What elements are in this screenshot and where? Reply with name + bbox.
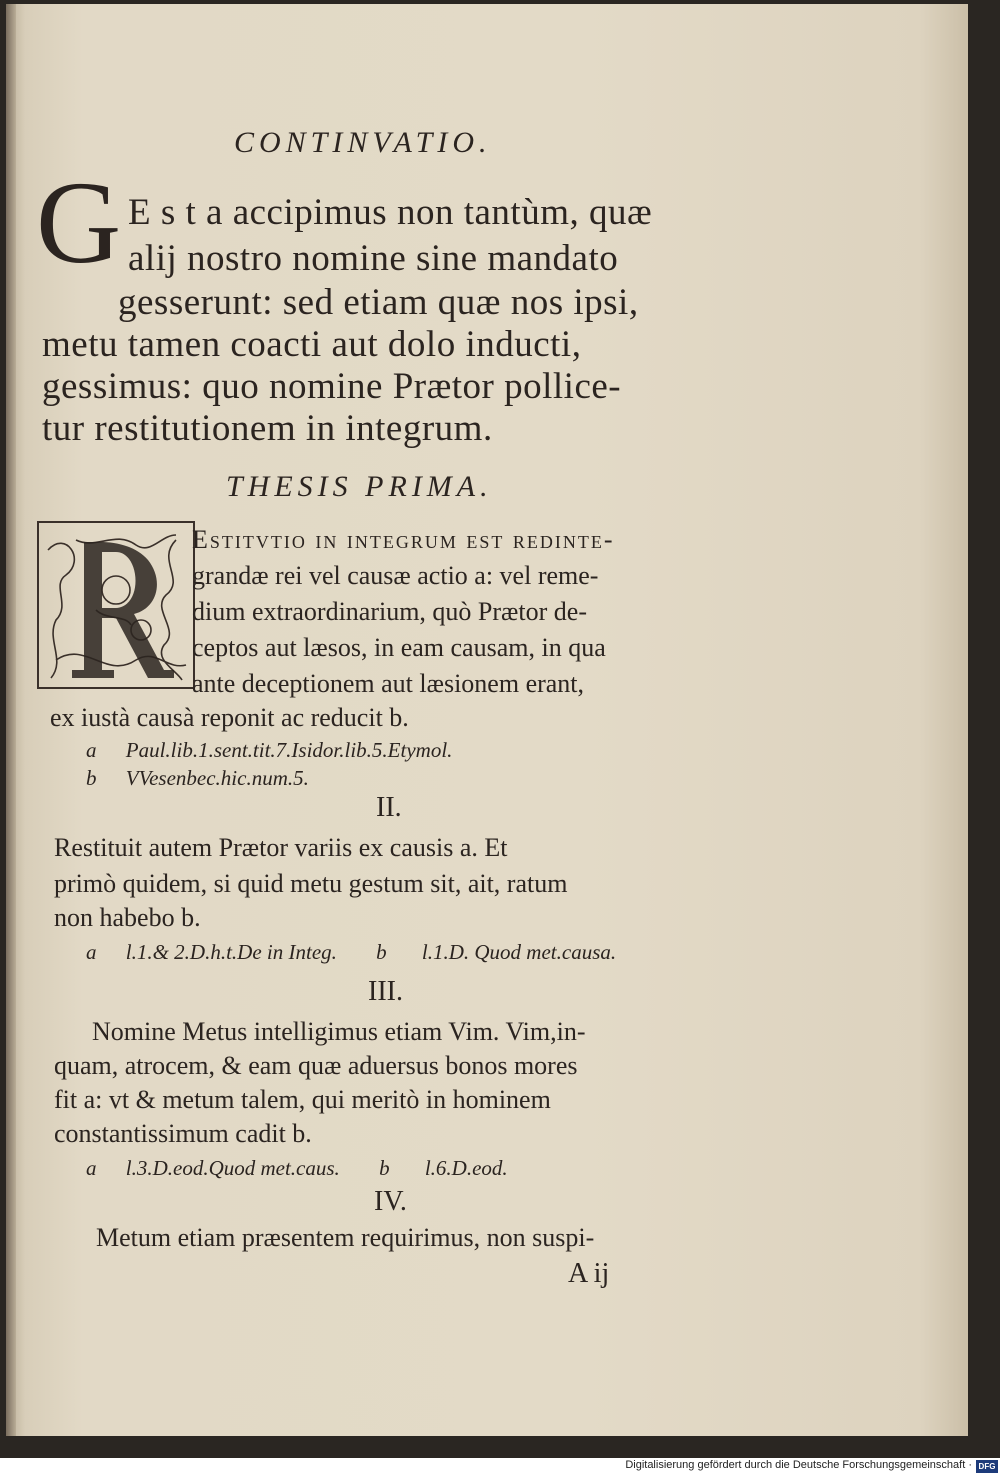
section-2-numeral: II. [376,792,402,823]
thesis1-note-a [86,738,452,763]
section-4-numeral: IV. [374,1186,407,1217]
intro-line-4: metu tamen coacti aut dolo inducti, [42,324,582,365]
section3-line-3: fit a: vt & metum talem, qui meritò in hominem [54,1085,551,1114]
note-mark: b [379,1156,390,1180]
section3-line-1: Nomine Metus intelligimus etiam Vim. Vim,in- [92,1017,586,1046]
intro-line-6: tur restitutionem in integrum. [42,408,493,449]
note-text: l.6.D.eod. [424,1156,508,1180]
footer-credit: Digitalisierung gefördert durch die Deutsche Forschungsgemeinschaft · [625,1459,972,1471]
intro-line-3: gesserunt: sed etiam quæ nos ipsi, [118,282,639,323]
thesis1-line-6: ex iustà causà reponit ac reducit b. [50,703,409,732]
intro-line-1: E s t a accipimus non tantùm, quæ [128,192,653,233]
intro-line-5: gessimus: quo nomine Prætor pollice- [42,366,622,407]
note-mark: b [86,766,97,790]
ornamental-initial-r [36,520,196,690]
thesis1-note-b [86,766,309,791]
section4-line-1: Metum etiam præsentem requirimus, non suspi- [96,1223,595,1252]
page-heading: CONTINVATIO. [234,126,492,159]
section3-line-2: quam, atrocem, & eam quæ aduersus bonos mores [54,1051,578,1080]
drop-cap-g: G [36,157,122,288]
thesis1-line-2: grandæ rei vel causæ actio a: vel reme- [192,561,599,590]
note-text: Paul.lib.1.sent.tit.7.Isidor.lib.5.Etymol. [125,738,453,762]
thesis-title: THESIS PRIMA. [226,470,493,503]
section-3-numeral: III. [368,976,403,1007]
thesis1-line-1 [192,524,615,555]
note-mark: b [376,940,387,964]
section3-line-4: constantissimum cadit b. [54,1119,312,1148]
page-spine-shadow [6,4,16,1436]
footer-bar [0,1458,1000,1476]
thesis1-line-1-text: Estitvtio in integrum est redinte- [192,525,615,554]
section2-line-1: Restituit autem Prætor variis ex causis a. Et [54,833,508,862]
note-mark: a [86,1156,97,1180]
note-text: VVesenbec.hic.num.5. [125,766,309,790]
note-text: l.1.D. Quod met.causa. [421,940,617,964]
dfg-logo-icon: DFG [976,1460,998,1473]
section2-line-2: primò quidem, si quid metu gestum sit, ait, ratum [54,869,568,898]
intro-line-2: alij nostro nomine sine mandato [128,238,619,279]
section2-notes [86,940,616,965]
section2-line-3: non habebo b. [54,903,201,932]
section3-notes [86,1156,508,1181]
note-text: l.1.& 2.D.h.t.De in Integ. [125,940,337,964]
thesis1-line-3: dium extraordinarium, quò Prætor de- [192,597,587,626]
note-mark: a [86,940,97,964]
note-text: l.3.D.eod.Quod met.caus. [125,1156,340,1180]
book-page [6,4,968,1436]
thesis1-line-4: ceptos aut læsos, in eam causam, in qua [192,633,606,662]
signature-mark: A ij [568,1258,610,1289]
thesis1-line-5: ante deceptionem aut læsionem erant, [192,669,585,698]
note-mark: a [86,738,97,762]
